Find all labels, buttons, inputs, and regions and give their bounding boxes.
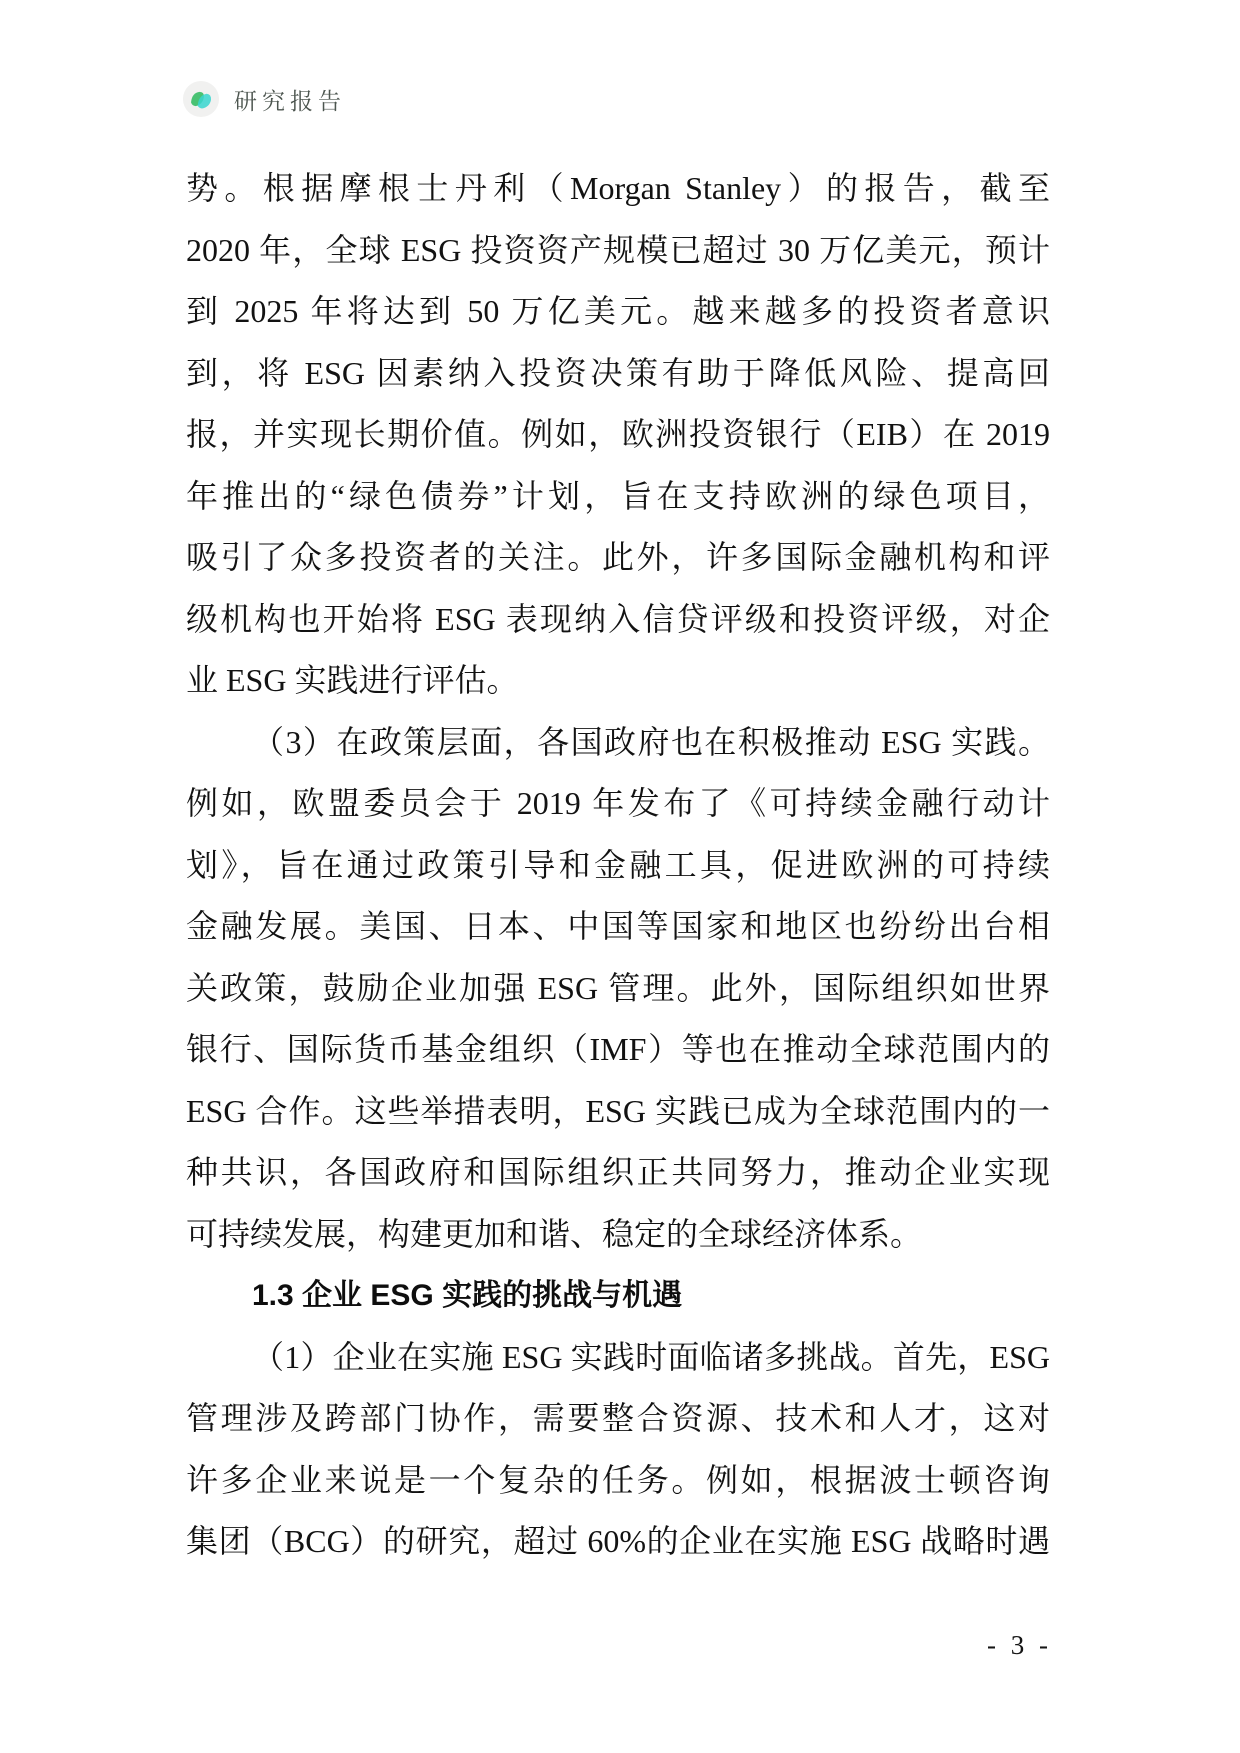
text-line: （3）在政策层面，各国政府也在积极推动 ESG 实践。 xyxy=(252,723,1050,760)
text-line: 业 ESG 实践进行评估。 xyxy=(186,662,519,698)
brand-label: 研究报告 xyxy=(234,88,346,114)
text-line: 报，并实现长期价值。例如，欧洲投资银行（EIB）在 2019 xyxy=(186,416,1050,452)
text-line: 金融发展。美国、日本、中国等国家和地区也纷纷出台相 xyxy=(186,908,1050,944)
brand-logo-icon xyxy=(182,80,220,118)
text-line: 许多企业来说是一个复杂的任务。例如，根据波士顿咨询 xyxy=(186,1461,1050,1498)
document-lines xyxy=(186,158,1050,1573)
text-line: （1）企业在实施 ESG 实践时面临诸多挑战。首先，ESG xyxy=(252,1338,1050,1375)
text-line: 2020 年，全球 ESG 投资资产规模已超过 30 万亿美元，预计 xyxy=(186,231,1050,268)
text-line: 级机构也开始将 ESG 表现纳入信贷评级和投资评级，对企 xyxy=(186,600,1050,637)
text-line: 集团（BCG）的研究，超过 60%的企业在实施 ESG 战略时遇 xyxy=(186,1523,1050,1559)
text-line: 例如，欧盟委员会于 2019 年发布了《可持续金融行动计 xyxy=(186,785,1050,821)
text-line: 到，将 ESG 因素纳入投资决策有助于降低风险、提高回 xyxy=(186,354,1050,391)
text-line: 到 2025 年将达到 50 万亿美元。越来越多的投资者意识 xyxy=(186,293,1050,329)
text-line: 划》，旨在通过政策引导和金融工具，促进欧洲的可持续 xyxy=(186,846,1050,883)
text-line: 可持续发展，构建更加和谐、稳定的全球经济体系。 xyxy=(186,1215,923,1252)
text-line: 势。根据摩根士丹利（Morgan Stanley）的报告，截至 xyxy=(186,170,1050,206)
text-line: 年推出的“绿色债券”计划，旨在支持欧洲的绿色项目， xyxy=(186,477,1050,514)
page-number: - 3 - xyxy=(987,1630,1052,1660)
text-line: 吸引了众多投资者的关注。此外，许多国际金融机构和评 xyxy=(186,539,1050,575)
text-line: ESG 合作。这些举措表明，ESG 实践已成为全球范围内的一 xyxy=(186,1092,1050,1129)
text-line: 管理涉及跨部门协作，需要整合资源、技术和人才，这对 xyxy=(186,1400,1050,1436)
text-line: 银行、国际货币基金组织（IMF）等也在推动全球范围内的 xyxy=(186,1031,1050,1067)
section-heading: 1.3 企业 ESG 实践的挑战与机遇 xyxy=(252,1279,683,1312)
text-line: 种共识，各国政府和国际组织正共同努力，推动企业实现 xyxy=(186,1154,1050,1190)
report-brand xyxy=(182,80,346,118)
text-line: 关政策，鼓励企业加强 ESG 管理。此外，国际组织如世界 xyxy=(186,969,1050,1006)
